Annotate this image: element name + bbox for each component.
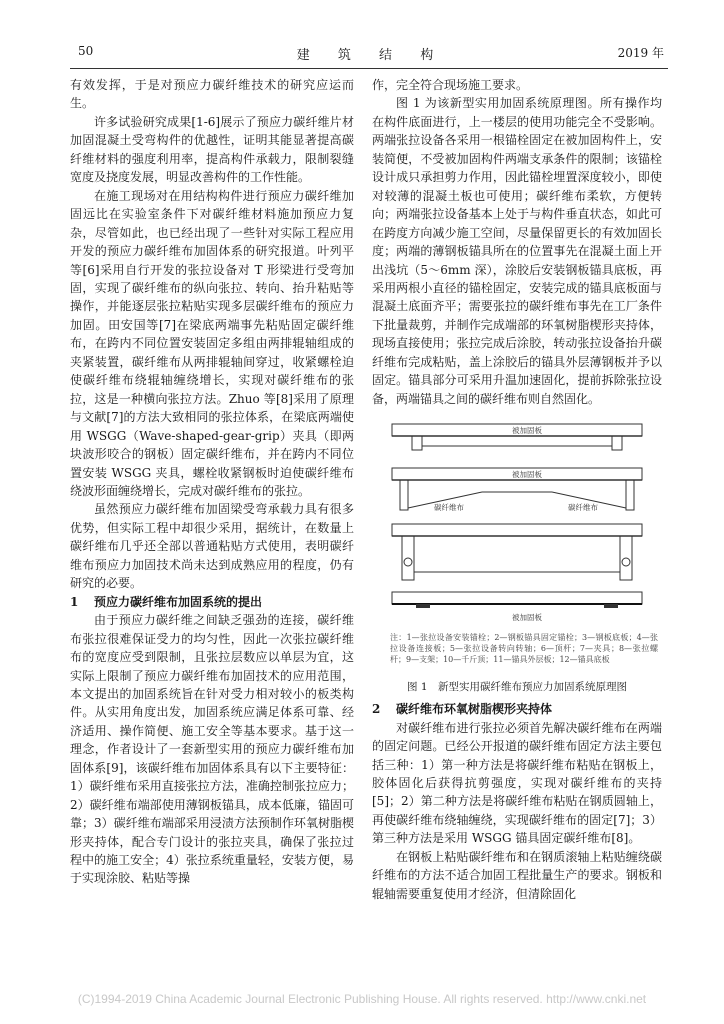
paragraph: 图 1 为该新型实用加固系统原理图。所有操作均在构件底面进行，上一楼层的使用功能完全不受影响。两端张拉设备各采用一根锚栓固定在被加固构件上，安装简便，不受被加固构件两端支承条件的限制；该锚栓设计成只承担剪力作用，因此锚栓埋置深度较小，即使对较薄的混凝土板也可使用；碳纤维布柔软，方便转向；两端张拉设备基本上处于与构件垂直状态，如此可在跨度方向减少施工空间，尽量保留更长的有效加固长度；两端的薄钢板锚具所在的位置事先在混凝土面上开出浅坑（5～6mm 深），涂胶后安装钢板锚具底板，再采用两根小直径的锚栓固定，安装完成的锚具底板面与混凝土底面齐平；需要张拉的碳纤维布事先在工厂条件下批量裁剪，并制作完成端部的环氧树脂楔形夹持体，现场直接使用；张拉完成后涂胶，转动张拉设备抬升碳纤维布完成粘贴，盖上涂胶后的锚具外层薄钢板并予以固定。锚具部分可采用升温加速固化，提前拆除张拉设备，两端锚具之间的碳纤维布则自然固化。: [372, 96, 662, 406]
slab-d: [392, 592, 642, 604]
section-heading-2: [372, 700, 662, 718]
paragraph: 在钢板上粘贴碳纤维布和在钢质滚轴上粘贴缠绕碳纤维布的方法不适合加固工程批量生产的要求。钢板和辊轴需要重复使用才经济，但清除固化: [372, 849, 662, 901]
paragraph: 由于预应力碳纤维之间缺乏强劲的连接，碳纤维布张拉很难保证受力的均匀性，因此一次张拉碳纤维布的宽度应受到限制，且张拉层数应以单层为宜，这实际上限制了预应力碳纤维布加固技术的应用范围，本文提出的加固系统旨在针对受力相对较小的板类构件。从实用角度出发，加固系统应满足体系可靠、经济适用、操作简便、施工安全等基本要求。基于这一理念，作者设计了一套新型实用的预应力碳纤维布加固体系[9]，该碳纤维布加固体系具有以下主要特征：1）碳纤维布采用直接张拉方法，准确控制张拉应力；2）碳纤维布端部使用薄钢板锚具，成本低廉，锚固可靠；3）碳纤维布端部采用浸渍方法预制作环氧树脂楔形夹持体，配合专门设计的张拉夹具，确保了张拉过程中的施工安全；4）张拉系统重量轻，安装方便，易于实现涂胶、粘贴等操: [70, 613, 354, 886]
journal-title: 建 筑 结 构: [296, 48, 446, 63]
section-heading-1: [70, 593, 354, 611]
label-slab-d: 被加固板: [512, 613, 542, 623]
section-number: 1: [70, 594, 79, 609]
right-column: [372, 76, 662, 903]
figure-1-notes: 注：1—张拉设备安装锚栓；2—钢板锚具固定锚栓；3—钢板底板；4—张拉设备连接板；5—张拉设备转向转轴；6—顶杆；7—夹具；8—张拉螺杆；9—支架；10—千斤顶；11—锚具外层板；12—锚具底板: [390, 633, 658, 665]
section-title: 预应力碳纤维布加固系统的提出: [94, 594, 263, 609]
figure-1-caption: 图 1 新型实用碳纤维布预应力加固系统原理图: [406, 681, 628, 694]
section-title: 碳纤维布环氧树脂楔形夹持体: [396, 702, 553, 717]
label-slab-b: 被加固板: [512, 470, 542, 480]
label-slab-a: 被加固板: [512, 426, 542, 436]
copyright-footer: (C)1994-2019 China Academic Journal Electronic Publishing House. All rights reserved. http://www.cnki.net: [77, 992, 647, 1006]
slab-c: [392, 524, 642, 536]
page-header: [78, 44, 664, 64]
paragraph: 在施工现场对在用结构构件进行预应力碳纤维加固远比在实验室条件下对碳纤维材料施加预应力复杂，尽管如此，也已经出现了一些针对实际工程应用开发的预应力碳纤维布加固体系的研究报道。叶列平等[6]采用自行开发的张拉设备对 T 形梁进行受弯加固，实现了碳纤维布的纵向张拉、转向、抬升粘贴等操作，并能逐层张拉粘贴实现多层碳纤维布的预应力加固。田安国等[7]在梁底两端事先粘贴固定碳纤维布，在跨内不同位置安装固定多组由两排辊轴组成的夹紧装置，碳纤维布从两排辊轴间穿过，收紧螺栓迫使碳纤维布绕辊轴缠绕增长，实现对碳纤维布的张拉，这是一种横向张拉方法。Zhuo 等[8]采用了原理与文献[7]的方法大致相同的张拉体系，在梁底两端使用 WSGG（Wave-shaped-gear-grip）夹具（即两块波形咬合的钢板）固定碳纤维布，并在跨内不同位置安装 WSGG 夹具，螺栓收紧钢板时迫使碳纤维布绕波形面缠绕增长，完成对碳纤维布的张拉。: [70, 188, 354, 498]
paragraph: 虽然预应力碳纤维布加固梁受弯承载力具有很多优势，但实际工程中却很少采用，据统计，在数量上碳纤维布几乎还全部以普通粘贴方式使用，表明碳纤维布预应力加固技术尚未达到成熟应用的程度，仍有研究的必要。: [70, 502, 354, 591]
paragraph: 对碳纤维布进行张拉必须首先解决碳纤维布在两端的固定问题。已经公开报道的碳纤维布固定方法主要包括三种：1）第一种方法是将碳纤维布粘贴在钢板上，胶体固化后获得抗剪强度，实现对碳纤维布的夹持[5]；2）第二种方法是将碳纤维布粘贴在钢质圆轴上，再使碳纤维布绕轴缠绕，实现碳纤维布的固定[7]；3）第三种方法是采用 WSGG 锚具固定碳纤维布[8]。: [372, 720, 662, 846]
issue-year: 2019 年: [617, 46, 664, 60]
paragraph: 有效发挥，于是对预应力碳纤维技术的研究应运而生。: [70, 78, 354, 111]
figure-1-diagram: [372, 412, 662, 632]
page-number: 50: [78, 44, 94, 58]
header-rule: [70, 68, 668, 69]
paragraph: 许多试验研究成果[1-6]展示了预应力碳纤维片材加固混凝土受弯构件的优越性，证明其能显著提高碳纤维材料的强度利用率，提高构件承载力，限制裂缝宽度及挠度发展，明显改善构件的工作性能。: [70, 114, 354, 185]
paragraph: 作，完全符合现场施工要求。: [372, 78, 529, 92]
left-column: [70, 76, 354, 888]
label-cfrp-right: 碳纤维布: [568, 503, 598, 513]
section-number: 2: [372, 702, 381, 717]
label-cfrp-left: 碳纤维布: [434, 503, 464, 513]
figure-1: [372, 412, 662, 674]
